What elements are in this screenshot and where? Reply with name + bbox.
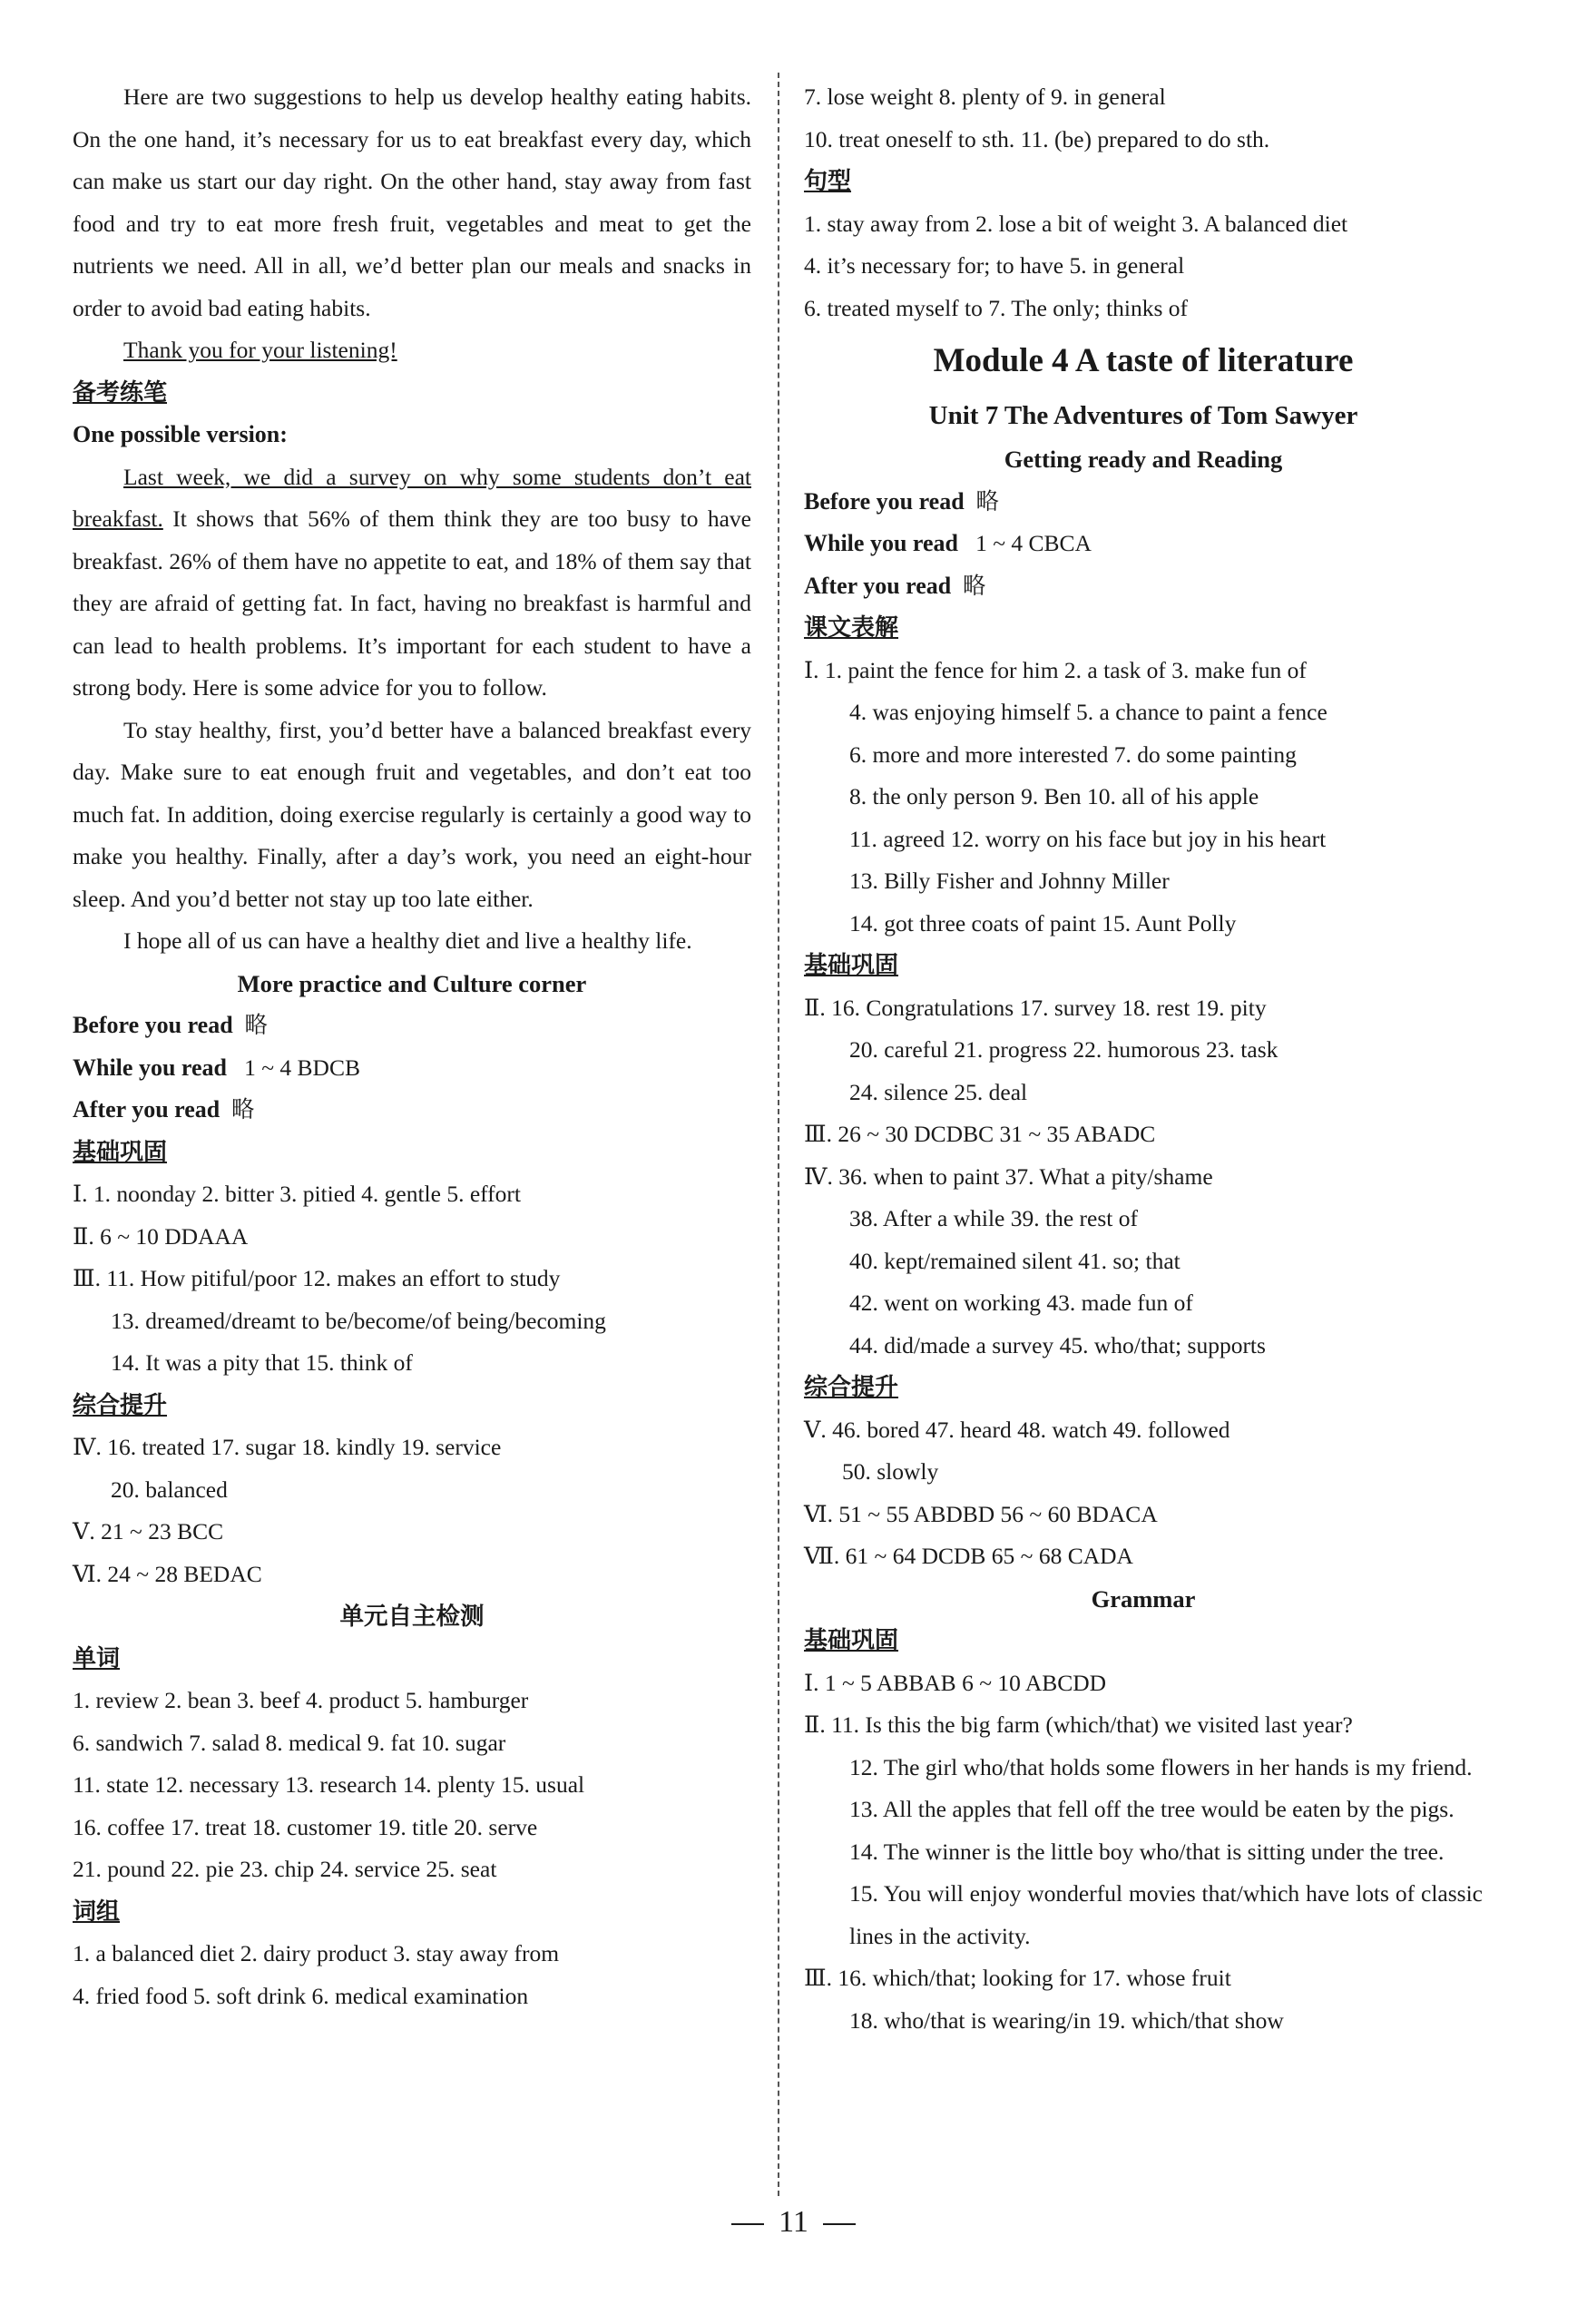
while-label: While you read <box>804 530 958 556</box>
answer-line: Ⅲ. 16. which/that; looking for 17. whose fruit <box>804 1965 1231 1991</box>
jichu-heading-3: 基础巩固 <box>804 1627 899 1654</box>
answer-line: Ⅵ. 51 ~ 55 ABDBD 56 ~ 60 BDACA <box>804 1500 1158 1527</box>
left-column <box>73 76 751 2017</box>
page-number-text: 11 <box>779 2205 808 2239</box>
answer-line: Ⅴ. 21 ~ 23 BCC <box>73 1518 224 1544</box>
unit-test-title: 单元自主检测 <box>339 1603 485 1630</box>
answer-line: 12. The girl who/that holds some flowers in her hands is my friend. <box>849 1753 1473 1780</box>
while-you-read-row <box>73 1047 751 1090</box>
word-line: 16. coffee 17. treat 18. customer 19. title 20. serve <box>73 1813 538 1840</box>
beikao-heading: 备考练笔 <box>73 378 168 407</box>
answer-line: Ⅲ. 26 ~ 30 DCDBC 31 ~ 35 ABADC <box>804 1121 1156 1147</box>
answer-line: 15. You will enjoy wonderful movies that/which have lots of classic lines in the activity. <box>849 1880 1483 1949</box>
answer-line: Ⅰ. 1. paint the fence for him 2. a task of 3. make fun of <box>804 656 1307 683</box>
right-column <box>804 76 1483 2042</box>
phrase-line: 10. treat oneself to sth. 11. (be) prepared to do sth. <box>804 125 1270 152</box>
word-line: 6. sandwich 7. salad 8. medical 9. fat 10. sugar <box>73 1729 506 1756</box>
answer-line: 6. more and more interested 7. do some painting <box>849 740 1297 768</box>
answer-line: Ⅲ. 11. How pitiful/poor 12. makes an effort to study <box>73 1265 561 1291</box>
cizu-heading: 词组 <box>73 1897 121 1926</box>
before-label: Before you read <box>73 1012 233 1038</box>
answer-line: 13. dreamed/dreamt to be/become/of being/becoming <box>111 1307 606 1334</box>
essay2-paragraph-3: I hope all of us can have a healthy diet and live a healthy life. <box>123 927 692 954</box>
answer-line: Ⅰ. 1 ~ 5 ABBAB 6 ~ 10 ABCDD <box>804 1669 1107 1696</box>
while-val: 1 ~ 4 CBCA <box>975 530 1092 556</box>
column-divider <box>778 73 779 2196</box>
answer-line: Ⅶ. 61 ~ 64 DCDB 65 ~ 68 CADA <box>804 1543 1133 1569</box>
answer-line: 4. was enjoying himself 5. a chance to paint a fence <box>849 699 1327 725</box>
answer-line: Ⅱ. 6 ~ 10 DDAAA <box>73 1222 249 1250</box>
answer-line: 24. silence 25. deal <box>849 1078 1028 1105</box>
answer-line: 14. It was a pity that 15. think of <box>111 1349 413 1376</box>
word-line: 1. review 2. bean 3. beef 4. product 5. hamburger <box>73 1687 529 1713</box>
answer-line: 11. agreed 12. worry on his face but joy in his heart <box>849 825 1327 852</box>
module-title: Module 4 A taste of literature <box>933 342 1354 379</box>
more-practice-title: More practice and Culture corner <box>237 969 587 997</box>
phrase-line: 1. a balanced diet 2. dairy product 3. stay away from <box>73 1940 560 1966</box>
answer-line: 14. The winner is the little boy who/that is sitting under the tree. <box>849 1838 1445 1865</box>
before-val: 略 <box>975 487 999 515</box>
answer-line: Ⅵ. 24 ~ 28 BEDAC <box>73 1560 262 1587</box>
kewen-heading: 课文表解 <box>804 614 899 642</box>
answer-line: Ⅳ. 16. treated 17. sugar 18. kindly 19. service <box>73 1434 502 1460</box>
answer-line: 13. All the apples that fell off the tree would be eaten by the pigs. <box>849 1796 1455 1822</box>
page-number <box>0 2205 1587 2240</box>
essay2-underlined: Last week, we did a survey on why some students don’t eat breakfast. <box>73 463 751 532</box>
word-line: 11. state 12. necessary 13. research 14. plenty 15. usual <box>73 1771 585 1798</box>
after-label: After you read <box>804 572 952 599</box>
answer-line: 13. Billy Fisher and Johnny Miller <box>849 868 1170 894</box>
answer-line: Ⅱ. 16. Congratulations 17. survey 18. rest 19. pity <box>804 994 1267 1021</box>
word-line: 21. pound 22. pie 23. chip 24. service 25. seat <box>73 1856 497 1882</box>
after-you-read-row <box>73 1089 751 1132</box>
answer-line: Ⅴ. 46. bored 47. heard 48. watch 49. followed <box>804 1416 1230 1443</box>
answer-line: 42. went on working 43. made fun of <box>849 1289 1193 1316</box>
answer-line: 20. careful 21. progress 22. humorous 23. task <box>849 1036 1278 1063</box>
jichu-heading-1: 基础巩固 <box>73 1138 168 1166</box>
after-val: 略 <box>230 1096 255 1123</box>
phrase-line: 7. lose weight 8. plenty of 9. in general <box>804 83 1166 110</box>
answer-line: 8. the only person 9. Ben 10. all of his apple <box>849 783 1259 809</box>
before-label: Before you read <box>804 487 965 515</box>
grammar-title: Grammar <box>1091 1584 1196 1613</box>
before-val: 略 <box>244 1012 268 1038</box>
zonghe-heading-2: 综合提升 <box>804 1374 899 1401</box>
essay2-p1-rest: It shows that 56% of them think they are too busy to have breakfast. 26% of them have no appetite to eat, and 18% of them say that they are afraid of getting fat. In fact, having no breakfast is harmful and can lead to health problems. It’s important for each student to have a strong body. Here is some advice for you to follow. <box>73 505 751 701</box>
answer-line: 20. balanced <box>111 1476 228 1503</box>
answer-line: 18. who/that is wearing/in 19. which/that show <box>849 2006 1284 2034</box>
answer-line: 38. After a while 39. the rest of <box>849 1205 1138 1231</box>
before-you-read-row <box>804 481 1483 524</box>
answer-line: 44. did/made a survey 45. who/that; supports <box>849 1331 1266 1358</box>
essay2-paragraph-1 <box>73 456 751 710</box>
answer-line: Ⅰ. 1. noonday 2. bitter 3. pitied 4. gentle 5. effort <box>73 1181 522 1207</box>
while-val: 1 ~ 4 BDCB <box>244 1054 360 1081</box>
before-you-read-row <box>73 1005 751 1047</box>
sentence-line: 6. treated myself to 7. The only; thinks of <box>804 294 1189 321</box>
page-dash-left <box>731 2223 764 2225</box>
getting-ready-title: Getting ready and Reading <box>1004 446 1283 473</box>
answer-line: 14. got three coats of paint 15. Aunt Polly <box>849 909 1237 936</box>
sentence-line: 1. stay away from 2. lose a bit of weight 3. A balanced diet <box>804 210 1348 237</box>
zonghe-heading-1: 综合提升 <box>73 1391 168 1419</box>
juxing-heading: 句型 <box>804 168 852 195</box>
while-you-read-row <box>804 523 1483 565</box>
jichu-heading-2: 基础巩固 <box>804 952 899 979</box>
danci-heading: 单词 <box>73 1644 121 1672</box>
while-label: While you read <box>73 1054 227 1081</box>
possible-version-label: One possible version: <box>73 421 288 447</box>
unit-title: Unit 7 The Adventures of Tom Sawyer <box>928 401 1358 430</box>
thanks-text: Thank you for your listening! <box>123 337 397 363</box>
sentence-line: 4. it’s necessary for; to have 5. in general <box>804 252 1185 279</box>
after-label: After you read <box>73 1096 220 1123</box>
page-dash-right <box>823 2223 856 2225</box>
essay2-paragraph-2: To stay healthy, first, you’d better have a balanced breakfast every day. Make sure to eat enough fruit and vegetables, and don’t eat too much fat. In addition, doing exercise regularly is certainly a good way to make you healthy. Finally, after a day’s work, you need an eight-hour sleep. And you’d better not stay up too late either. <box>73 716 751 912</box>
answer-line: 50. slowly <box>842 1458 939 1485</box>
thanks-line <box>73 329 751 372</box>
answer-line: Ⅳ. 36. when to paint 37. What a pity/shame <box>804 1162 1213 1190</box>
after-val: 略 <box>962 572 986 599</box>
essay1-paragraph: Here are two suggestions to help us develop healthy eating habits. On the one hand, it’s necessary for us to eat breakfast every day, which can make us start our day right. On the other hand, stay away from fast food and try to eat more fresh fruit, vegetables and meat to get the nutrients we need. All in all, we’d better plan our meals and snacks in order to avoid bad eating habits. <box>73 83 751 321</box>
after-you-read-row <box>804 565 1483 608</box>
phrase-line: 4. fried food 5. soft drink 6. medical examination <box>73 1982 529 2009</box>
answer-line: 40. kept/remained silent 41. so; that <box>849 1247 1180 1274</box>
answer-line: Ⅱ. 11. Is this the big farm (which/that) we visited last year? <box>804 1711 1353 1738</box>
